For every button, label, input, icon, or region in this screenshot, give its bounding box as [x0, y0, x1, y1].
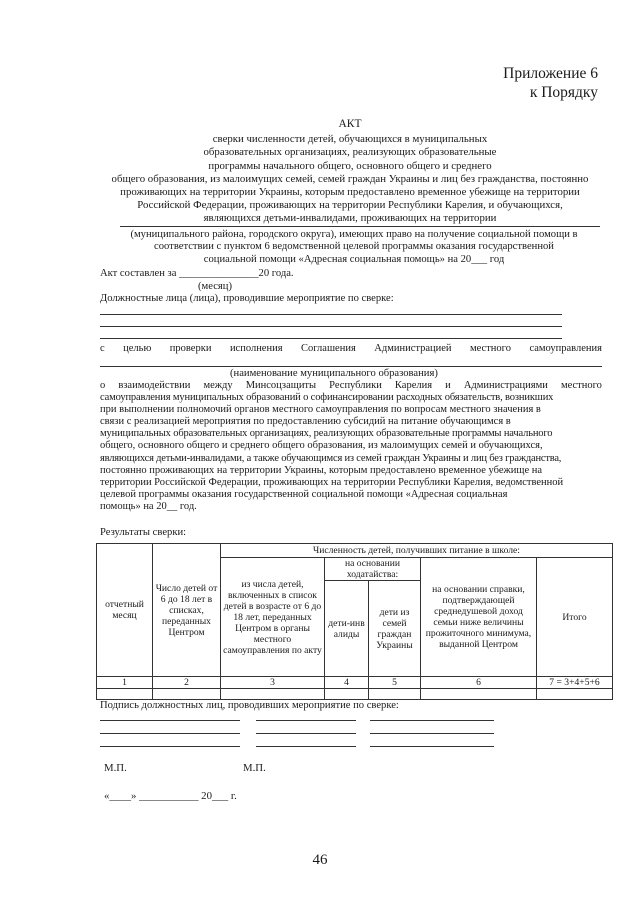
municipal-line: социальной помощи «Адресная социальная помощь» на 20___ год: [203, 253, 505, 265]
signature-line: [100, 720, 240, 721]
col-total: Итого: [537, 558, 613, 677]
col-children: Число детей от 6 до 18 лет в списках, переданных Центром: [153, 544, 221, 677]
interaction-line: территории Российской Федерации, проживающих на территории Республики Карелия, ведомственной: [100, 476, 564, 488]
col-month: отчетный месяц: [97, 544, 153, 677]
interaction-line: при выполнении полномочий органов местного самоуправления по вопросам местного значения в: [100, 404, 541, 416]
col-number: 3: [221, 677, 325, 689]
municipality-fill-line: [100, 366, 602, 367]
results-label: Результаты сверки:: [100, 527, 187, 538]
signature-line: [256, 720, 356, 721]
empty-cell: [221, 689, 325, 700]
territory-fill-line: [120, 226, 600, 227]
interaction-line: общего, основного общего и среднего общего образования, из малоимущих семей и обучающихся,: [100, 440, 543, 452]
act-title-block: [100, 118, 600, 226]
col-number: 6: [421, 677, 537, 689]
col-local: из числа детей, включенных в список детей в возрасте от 6 до 18 лет, переданных Центром в органы местного самоуправления по акту: [221, 558, 325, 677]
empty-cell: [537, 689, 613, 700]
page-number: 46: [312, 852, 328, 868]
officials-label: Должностные лица (лица), проводившие мероприятие по сверке:: [100, 293, 394, 304]
group-petition: на основании ходатайства:: [325, 558, 421, 581]
month-caption: (месяц): [198, 281, 232, 292]
officials-line-1: [100, 314, 562, 315]
signature-line: [370, 720, 494, 721]
col-certificate: на основании справки, подтверждающей среднедушевой доход семьи ниже величины прожиточного минимума, выданной Центром: [421, 558, 537, 677]
signature-line: [256, 733, 356, 734]
interaction-line: целевой программы оказания государственной социальной помощи «Адресная социальная: [100, 488, 508, 500]
date-line: «____» ___________ 20___ г.: [104, 790, 237, 802]
title-line: являющихся детьми-инвалидами, проживающих на территории: [203, 212, 497, 225]
interaction-line: являющихся детьми-инвалидами, а также обучающимся из семей граждан Украины и лиц без гражданства,: [100, 452, 562, 464]
interaction-line: самоуправления муниципальных образований о софинансировании расходных обязательств, возникших: [100, 392, 554, 404]
interaction-line: помощь» на 20__ год.: [100, 500, 197, 512]
municipality-caption: (наименование муниципального образования): [230, 368, 438, 379]
col-number: 1: [97, 677, 153, 689]
col-ukraine: дети из семей граждан Украины: [369, 581, 421, 677]
empty-cell: [369, 689, 421, 700]
signature-line: [370, 733, 494, 734]
signature-line: [370, 746, 494, 747]
composed-line: Акт составлен за _______________20 года.: [100, 268, 294, 279]
officials-line-3: [100, 338, 562, 339]
title-line: общего образования, из малоимущих семей, семей граждан Украины и лиц без гражданства, постоянно: [111, 172, 589, 185]
empty-cell: [97, 689, 153, 700]
signature-line: [100, 733, 240, 734]
title-line: образовательных организациях, реализующих образовательные: [203, 146, 497, 159]
col-number: 2: [153, 677, 221, 689]
col-disabled: дети-инвалиды: [325, 581, 369, 677]
appendix-heading: [503, 64, 598, 102]
empty-cell: [421, 689, 537, 700]
empty-cell: [153, 689, 221, 700]
appendix-line-1: Приложение 6: [503, 65, 598, 82]
signature-line: [256, 746, 356, 747]
stamp-left: М.П.: [104, 762, 127, 774]
title-line: сверки численности детей, обучающихся в муниципальных: [212, 133, 488, 146]
interaction-line: муниципальных образовательных организациях, реализующих образовательные программы начального: [100, 428, 553, 440]
title-line: Российской Федерации, проживающих на территории Республики Карелия, и обучающихся,: [137, 199, 563, 212]
col-number: 7 = 3+4+5+6: [537, 677, 613, 689]
title-line: программы начального общего, основного общего и среднего: [208, 159, 492, 172]
appendix-line-2: к Порядку: [529, 84, 598, 101]
signature-line: [100, 746, 240, 747]
interaction-paragraph: о взаимодействии между Минсоцзащиты Республики Карелия и Администрациями местного самоуправления муниципальных образований о софинансировании расходных обязательств, возникших при выполнении полномочий органов местного самоуправления по вопросам местного значения в связи с реализацией мероприятия по предоставлению субсидий на питание обучающимся в муниципальных образовательных организациях, реализующих образовательные программы начального общего, основного общего и среднего общего образования, из малоимущих семей и обучающихся, являющихся детьми-инвалидами, а также обучающимся из семей граждан Украины и лиц без гражданства, постоянно проживающих на территории Украины, которым предоставлено временное убежище на территории Российской Федерации, проживающих на территории Республики Карелия, ведомственной целевой программы оказания государственной социальной помощи «Адресная социальная помощь» на 20__ год.: [100, 380, 602, 512]
signatures-label: Подпись должностных лиц, проводивших мероприятие по сверке:: [100, 700, 399, 711]
officials-line-2: [100, 326, 562, 327]
interaction-line: связи с реализацией мероприятия по предоставлению субсидий на питание обучающимся в: [100, 416, 511, 428]
municipal-line: (муниципального района, городского округа), имеющих право на получение социальной помощи в: [130, 229, 578, 240]
stamp-right: М.П.: [243, 762, 266, 774]
empty-cell: [325, 689, 369, 700]
top-header: Численность детей, получивших питание в школе:: [221, 544, 613, 558]
municipal-block: [104, 229, 604, 266]
title-line: проживающих на территории Украины, которым предоставлено временное убежище на территории: [120, 186, 580, 199]
col-number: 4: [325, 677, 369, 689]
municipal-line: соответствии с пунктом 6 ведомственной целевой программы оказания государственной: [154, 241, 554, 253]
interaction-line: постоянно проживающих на территории Украины, которым предоставлено временное убежище на: [100, 464, 543, 476]
purpose-line: с целью проверки исполнения Соглашения Администрацией местного самоуправления: [100, 343, 602, 354]
results-table: [96, 543, 613, 700]
col-number: 5: [369, 677, 421, 689]
act-title: АКТ: [338, 118, 362, 130]
